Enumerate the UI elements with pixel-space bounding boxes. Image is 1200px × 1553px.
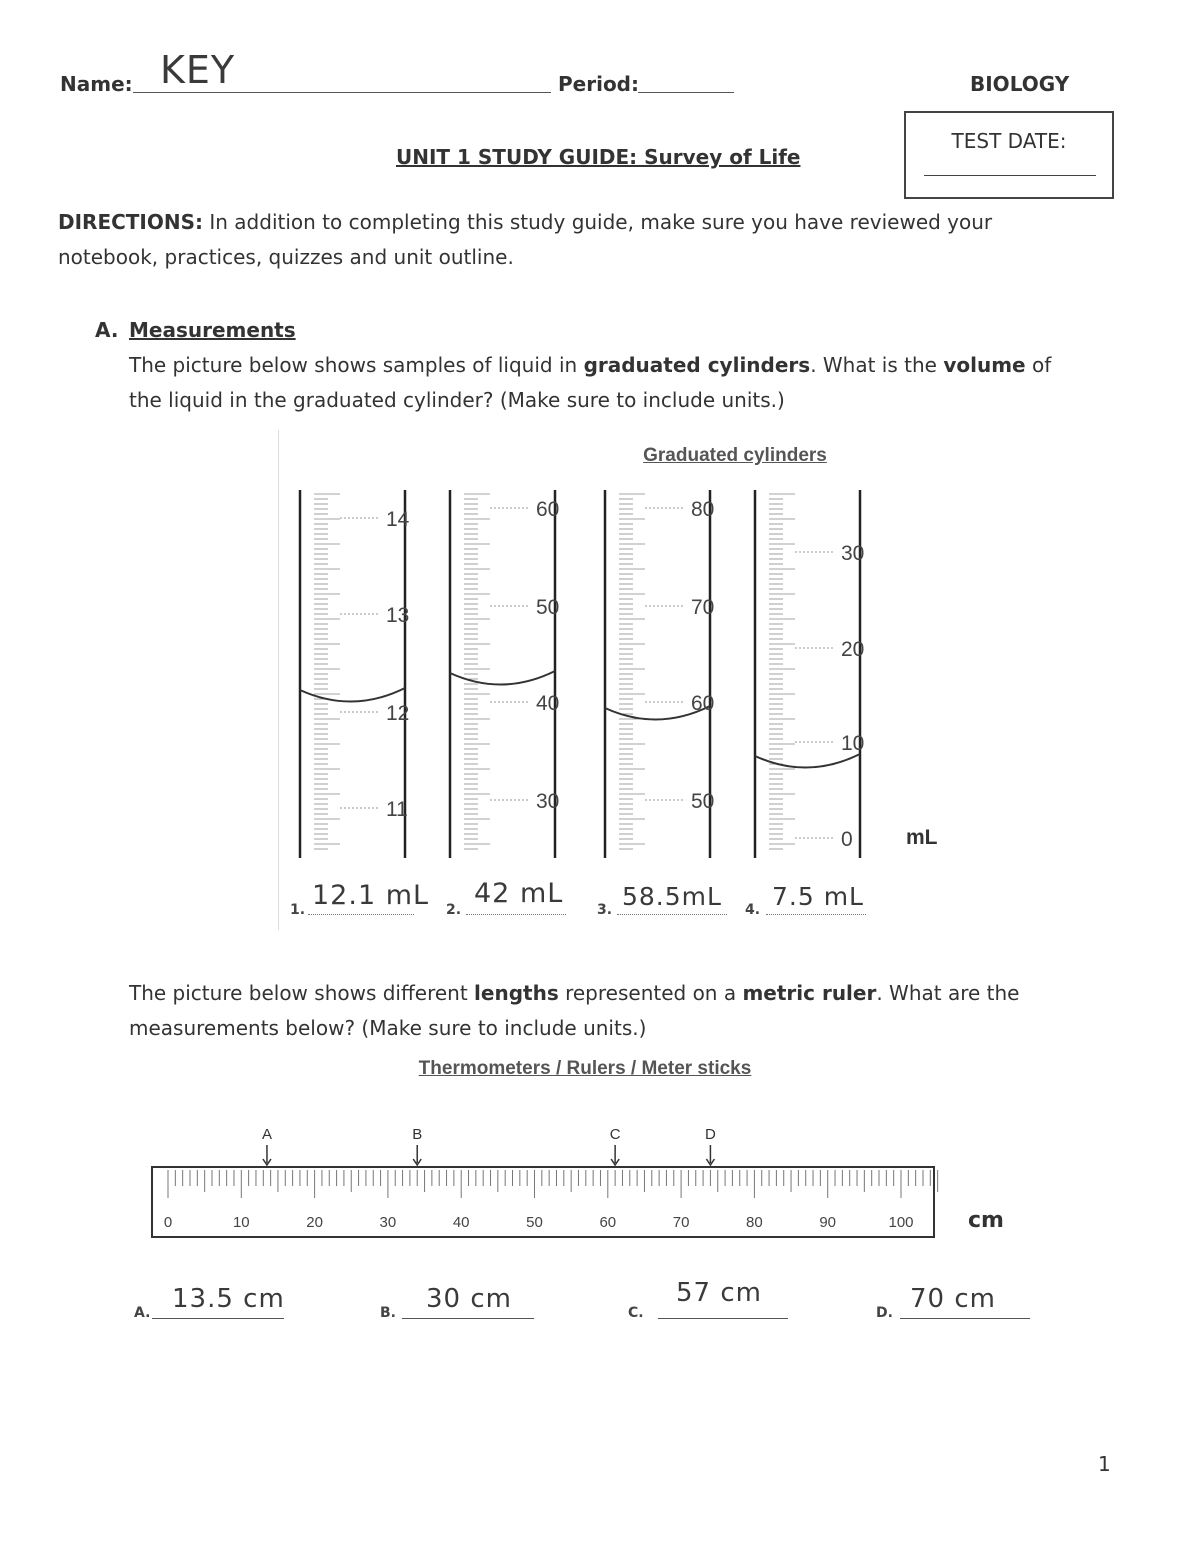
cylinder-1-label: 14 [386, 508, 410, 531]
ruler-answer-c-line [658, 1318, 788, 1319]
ruler-answer-c[interactable]: 57 cm [676, 1278, 762, 1308]
ruler-answer-a-line [152, 1318, 284, 1319]
cyl-answer-3[interactable]: 58.5mL [622, 882, 722, 911]
subject-label: BIOLOGY [970, 72, 1070, 96]
page-title: UNIT 1 STUDY GUIDE: Survey of Life [396, 145, 801, 169]
ruler-answer-b-line [402, 1318, 534, 1319]
name-label: Name: [60, 72, 133, 96]
cylinder-3-label: 50 [691, 790, 715, 813]
cylinder-1-meniscus [300, 688, 405, 702]
ruler-answer-b[interactable]: 30 cm [426, 1284, 512, 1314]
ruler-answer-a[interactable]: 13.5 cm [172, 1284, 285, 1314]
ruler-svg [140, 1115, 1040, 1245]
section-a-label: A. [95, 318, 119, 342]
cyl-answer-1-num: 1. [290, 902, 306, 918]
q1-text-1: The picture below shows samples of liquid in [129, 353, 584, 377]
cylinder-3-label: 80 [691, 498, 715, 521]
cyl-answer-2-line [466, 914, 566, 915]
ruler-marker-a: A [261, 1126, 272, 1143]
period-label: Period: [558, 72, 639, 96]
test-date-line[interactable] [924, 175, 1096, 176]
q1-bold-1: graduated cylinders [583, 353, 811, 377]
ruler-label: 10 [232, 1214, 250, 1231]
ruler-label: 30 [379, 1214, 397, 1231]
cylinder-figure-title: Graduated cylinders [643, 445, 827, 466]
q2-text-1: The picture below shows different [129, 981, 475, 1005]
q2-text-2: represented on a [558, 981, 743, 1005]
ruler-label: 40 [452, 1214, 470, 1231]
ruler-label: 100 [888, 1214, 914, 1231]
cylinder-4-label: 0 [841, 828, 853, 851]
cylinder-2-label: 50 [536, 596, 560, 619]
q2-text-3: . What are the measurements below? (Make sure to include units.) [129, 981, 1020, 1040]
ruler-marker-d: D [704, 1126, 716, 1143]
ruler-label: 70 [672, 1214, 690, 1231]
q2-bold-1: lengths [474, 981, 559, 1005]
directions-label: DIRECTIONS: [58, 210, 204, 234]
cylinder-1-label: 13 [386, 604, 410, 627]
test-date-box [904, 111, 1114, 199]
cyl-answer-2[interactable]: 42 mL [474, 878, 564, 909]
ruler-unit: cm [968, 1208, 1004, 1233]
ruler-figure-title: Thermometers / Rulers / Meter sticks [418, 1058, 752, 1079]
cylinder-2-label: 60 [536, 498, 560, 521]
ruler-marker-b: B [412, 1126, 423, 1143]
cylinder-1-label: 11 [386, 798, 408, 821]
cylinder-2-label: 30 [536, 790, 560, 813]
cylinder-3-label: 70 [691, 596, 715, 619]
period-line[interactable] [638, 92, 734, 93]
ruler-body [152, 1167, 934, 1237]
ruler-answer-d[interactable]: 70 cm [910, 1284, 996, 1314]
q1-text-2: . What is the [810, 353, 944, 377]
cylinder-4-label: 20 [841, 638, 865, 661]
ruler-answer-c-letter: C. [628, 1305, 644, 1321]
cyl-answer-4-num: 4. [745, 902, 761, 918]
ruler-answer-d-letter: D. [876, 1305, 893, 1321]
directions-text: In addition to completing this study guide, make sure you have reviewed your notebook, practices, quizzes and unit outline. [58, 210, 993, 269]
cyl-answer-1-line [308, 914, 414, 915]
cylinder-1-label: 12 [386, 702, 410, 725]
section-a-title: Measurements [129, 318, 296, 342]
ruler-label: 90 [819, 1214, 837, 1231]
cyl-answer-1[interactable]: 12.1 mL [312, 880, 430, 911]
cyl-answer-3-num: 3. [597, 902, 613, 918]
ruler-label: 0 [163, 1214, 173, 1231]
test-date-label: TEST DATE: [951, 129, 1067, 153]
name-line [133, 92, 551, 93]
cylinder-4-meniscus [755, 754, 860, 768]
q1-bold-2: volume [943, 353, 1026, 377]
q1-text-3: of the liquid in the graduated cylinder? (Make sure to include units.) [129, 353, 1052, 412]
cyl-answer-4-line [766, 914, 866, 915]
ruler-answer-b-letter: B. [380, 1305, 396, 1321]
ruler-label: 60 [599, 1214, 617, 1231]
directions [58, 205, 1038, 275]
cylinder-unit: mL [906, 826, 938, 849]
page-number: 1 [1098, 1452, 1111, 1476]
ruler-marker-c: C [609, 1126, 621, 1143]
cylinders-svg [290, 480, 970, 870]
name-value[interactable]: KEY [160, 48, 236, 92]
cylinder-2-meniscus [450, 671, 555, 685]
ruler-answer-a-letter: A. [134, 1305, 151, 1321]
ruler-label: 50 [526, 1214, 543, 1231]
q2-bold-2: metric ruler [742, 981, 877, 1005]
ruler-label: 20 [306, 1214, 323, 1231]
cylinder-3-label: 60 [691, 692, 715, 715]
cylinder-4-label: 30 [841, 542, 865, 565]
question-length [129, 976, 1069, 1046]
cylinder-4-label: 10 [841, 732, 865, 755]
question-volume [129, 348, 1089, 418]
cyl-answer-4[interactable]: 7.5 mL [772, 882, 864, 911]
ruler-answer-d-line [900, 1318, 1030, 1319]
cyl-answer-3-line [617, 914, 727, 915]
cylinder-2-label: 40 [536, 692, 560, 715]
ruler-label: 80 [746, 1214, 763, 1231]
cyl-answer-2-num: 2. [446, 902, 462, 918]
